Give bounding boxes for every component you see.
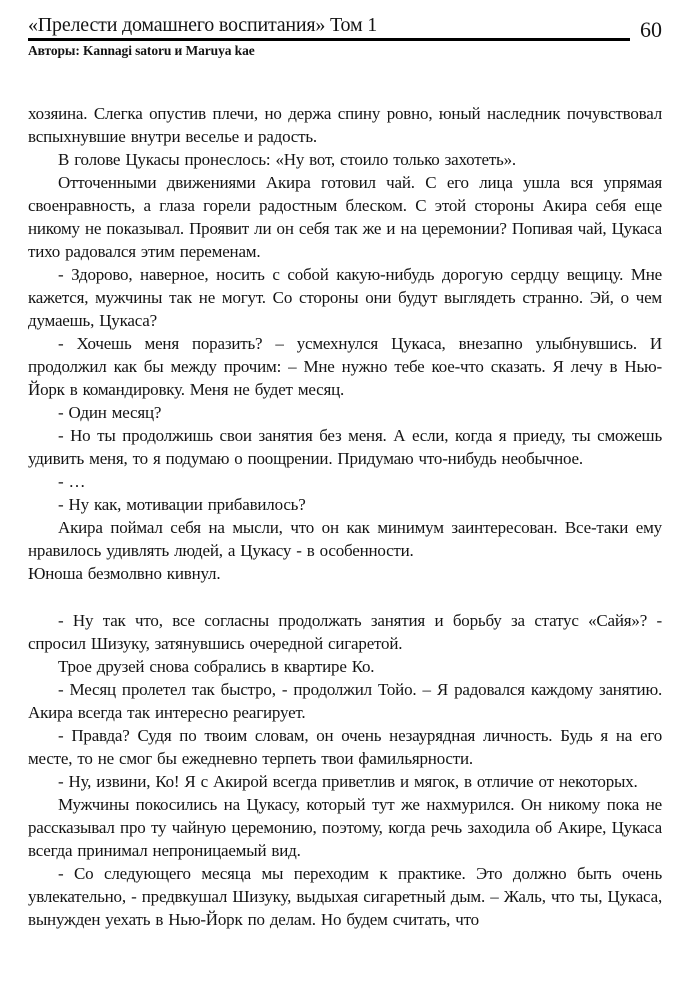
paragraph: - Со следующего месяца мы переходим к практике. Это должно быть очень увлекательно, - предвкушал Шизуку, выдыхая сигаретный дым. – Жаль, что ты, Цукаса, вынужден уехать в Нью-Йорк по делам. Но будем считать, что <box>28 864 662 929</box>
paragraph: Мужчины покосились на Цукасу, который тут же нахмурился. Он никому пока не рассказывал про ту чайную церемонию, поэтому, когда речь заходила об Акире, Цукаса всегда принимал непроницаемый вид. <box>28 795 662 860</box>
paragraph: - Хочешь меня поразить? – усмехнулся Цукаса, внезапно улыбнувшись. И продолжил как бы между прочим: – Мне нужно тебе кое-что сказать. Я лечу в Нью-Йорк в командировку. Меня не будет месяц. <box>28 334 662 399</box>
page-number: 60 <box>640 17 662 42</box>
scene-break <box>28 585 662 609</box>
paragraph: Отточенными движениями Акира готовил чай. С его лица ушла вся упрямая своенравность, а глаза горели радостным блеском. С этой стороны Акира себя еще никому не показывал. Проявит ли он себя так же и на церемонии? Попивая чай, Цукаса тихо радовался этим переменам. <box>28 173 662 261</box>
paragraph: Трое друзей снова собрались в квартире Ко. <box>58 657 375 676</box>
paragraph: В голове Цукасы пронеслось: «Ну вот, стоило только захотеть». <box>58 150 516 169</box>
paragraph: - Правда? Судя по твоим словам, он очень незаурядная личность. Будь я на его месте, то не смог бы ежедневно терпеть твои фамильярности. <box>28 726 662 768</box>
paragraph: - Здорово, наверное, носить с собой какую-нибудь дорогую сердцу вещицу. Мне кажется, мужчины так не могут. Со стороны они будут выглядеть странно. Эй, о чем думаешь, Цукаса? <box>28 265 662 330</box>
header-row <box>28 14 662 41</box>
page-body <box>28 102 662 931</box>
paragraph: Юноша безмолвно кивнул. <box>28 564 221 583</box>
paragraph: - Ну как, мотивации прибавилось? <box>58 495 306 514</box>
title-underline <box>28 14 630 41</box>
book-title: «Прелести домашнего воспитания» Том 1 <box>28 14 378 36</box>
paragraph: хозяина. Слегка опустив плечи, но держа спину ровно, юный наследник почувствовал вспыхнувшие внутри веселье и радость. <box>28 104 662 146</box>
page-header <box>28 14 662 59</box>
paragraph: - … <box>58 472 86 491</box>
paragraph: - Ну, извини, Ко! Я с Акирой всегда приветлив и мягок, в отличие от некоторых. <box>58 772 638 791</box>
paragraph: Акира поймал себя на мысли, что он как минимум заинтересован. Все-таки ему нравилось удивлять людей, а Цукасу - в особенности. <box>28 518 662 560</box>
paragraph: - Один месяц? <box>58 403 162 422</box>
paragraph: - Но ты продолжишь свои занятия без меня. А если, когда я приеду, ты сможешь удивить меня, то я подумаю о поощрении. Придумаю что-нибудь необычное. <box>28 426 662 468</box>
authors-line: Авторы: Kannagi satoru и Maruya kae <box>28 43 255 58</box>
paragraph: - Ну так что, все согласны продолжать занятия и борьбу за статус «Сайя»? - спросил Шизуку, затянувшись очередной сигаретой. <box>28 611 662 653</box>
paragraph: - Месяц пролетел так быстро, - продолжил Тойо. – Я радовался каждому занятию. Акира всегда так интересно реагирует. <box>28 680 662 722</box>
